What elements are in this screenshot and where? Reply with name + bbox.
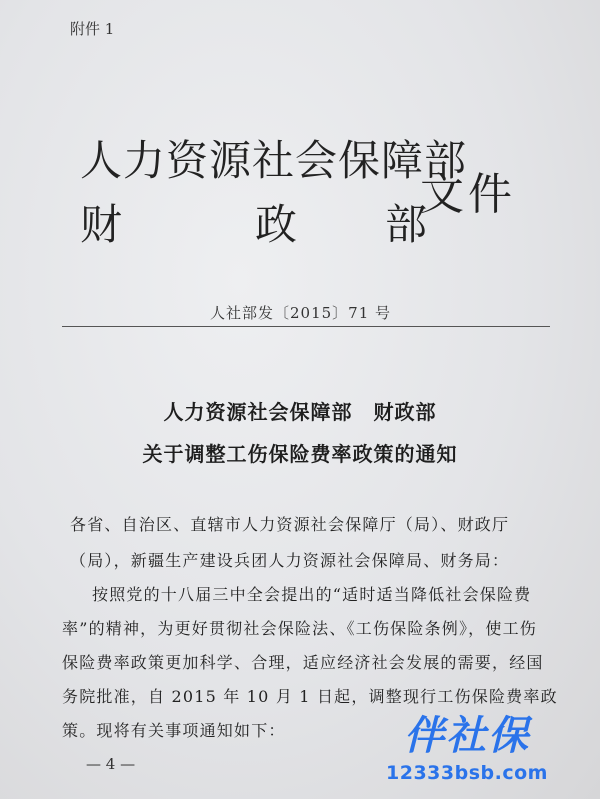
issuer-line-2-char-2: 政 [255, 200, 299, 249]
body-line: （局），新疆生产建设兵团人力资源社会保障局、财务局： [70, 551, 510, 570]
body-line: 务院批准，自 2015 年 10 月 1 日起，调整现行工伤保险费率政 [62, 687, 558, 706]
body-line: 策。现将有关事项通知如下： [62, 721, 286, 740]
issuer-line-2-char-1: 财 [80, 200, 124, 249]
body-line: 率”的精神，为更好贯彻社会保险法、《工伤保险条例》，使工伤 [62, 619, 537, 638]
attachment-label: 附件 1 [70, 20, 115, 38]
notice-title-line-2: 关于调整工伤保险费率政策的通知 [142, 442, 458, 466]
issuer-line-1: 人力资源社会保障部 [80, 136, 468, 185]
body-line: 保险费率政策更加科学、合理，适应经济社会发展的需要，经国 [62, 653, 544, 672]
watermark-logo [386, 704, 594, 794]
body-line: 各省、自治区、直辖市人力资源社会保障厅（局）、财政厅 [70, 515, 510, 534]
watermark-logo-text: 伴社保 [404, 713, 530, 759]
doc-type: 文件 [420, 169, 516, 220]
watermark-url: 12333bsb.com [386, 762, 548, 784]
page-number: — 4 — [86, 755, 136, 773]
header-divider [62, 326, 550, 327]
issuer-line-2-char-3: 部 [385, 200, 429, 249]
notice-title-line-1: 人力资源社会保障部 财政部 [163, 400, 437, 424]
body-line: 按照党的十八届三中全会提出的“适时适当降低社会保险费 [92, 585, 532, 604]
doc-number: 人社部发〔2015〕71 号 [210, 304, 392, 322]
